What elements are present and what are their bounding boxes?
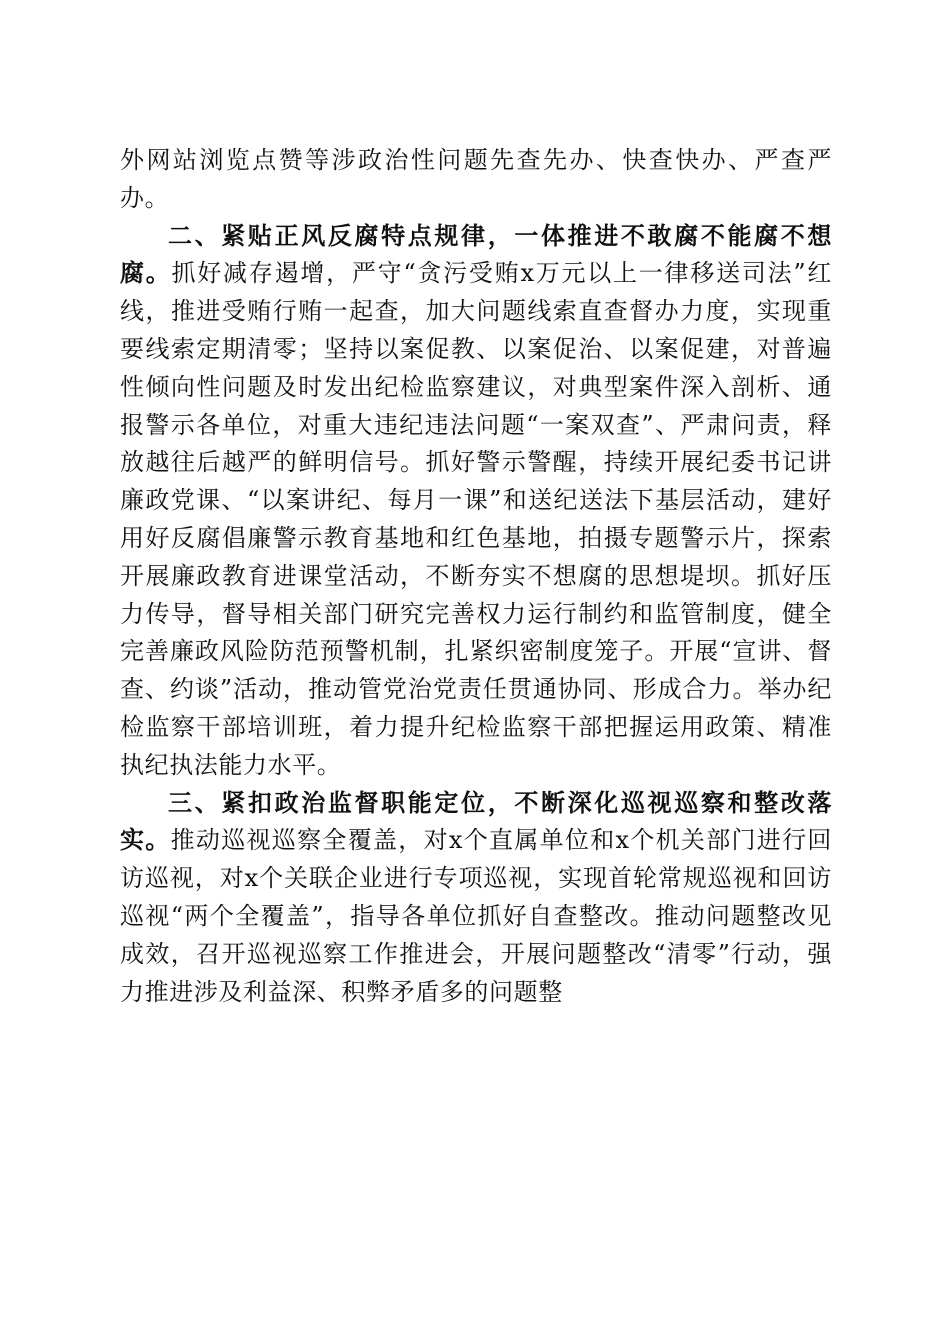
paragraph-body: 抓好减存遏增，严守“贪污受贿x万元以上一律移送司法”红线，推进受贿行贿一起查，加大问题线索直查督办力度，实现重要线索定期清零；坚持以案促教、以案促治、以案促建，对普遍性倾向性问题及时发出纪检监察建议，对典型案件深入剖析、通报警示各单位，对重大违纪违法问题“一案双查”、严肃问责，释放越往后越严的鲜明信号。抓好警示警醒，持续开展纪委书记讲廉政党课、“以案讲纪、每月一课”和送纪送法下基层活动，建好用好反腐倡廉警示教育基地和红色基地，拍摄专题警示片，探索开展廉政教育进课堂活动，不断夯实不想腐的思想堤坝。抓好压力传导，督导相关部门研究完善权力运行制约和监管制度，健全完善廉政风险防范预警机制，扎紧织密制度笼子。开展“宣讲、督查、约谈”活动，推动管党治党责任贯通协同、形成合力。举办纪检监察干部培训班，着力提升纪检监察干部把握运用政策、精准执纪执法能力水平。 (120, 259, 832, 779)
paragraph-continuation (120, 142, 832, 218)
document-page (120, 142, 832, 1011)
section-two-heading: 二、紧贴正风反腐特点规律，一体推进不敢腐不能腐不想腐。 (120, 221, 832, 288)
paragraph-body: 外网站浏览点赞等涉政治性问题先查先办、快查快办、严查严办。 (120, 146, 832, 212)
section-three-heading: 三、紧扣政治监督职能定位，不断深化巡视巡察和整改落实。 (120, 788, 832, 855)
paragraph-body: 推动巡视巡察全覆盖，对x个直属单位和x个机关部门进行回访巡视，对x个关联企业进行专项巡视，实现首轮常规巡视和回访巡视“两个全覆盖”，指导各单位抓好自查整改。推动问题整改见成效，召开巡视巡察工作推进会，开展问题整改“清零”行动，强力推进涉及利益深、积弊矛盾多的问题整 (120, 826, 832, 1006)
paragraph-section-three (120, 785, 832, 1012)
paragraph-section-two (120, 218, 832, 785)
